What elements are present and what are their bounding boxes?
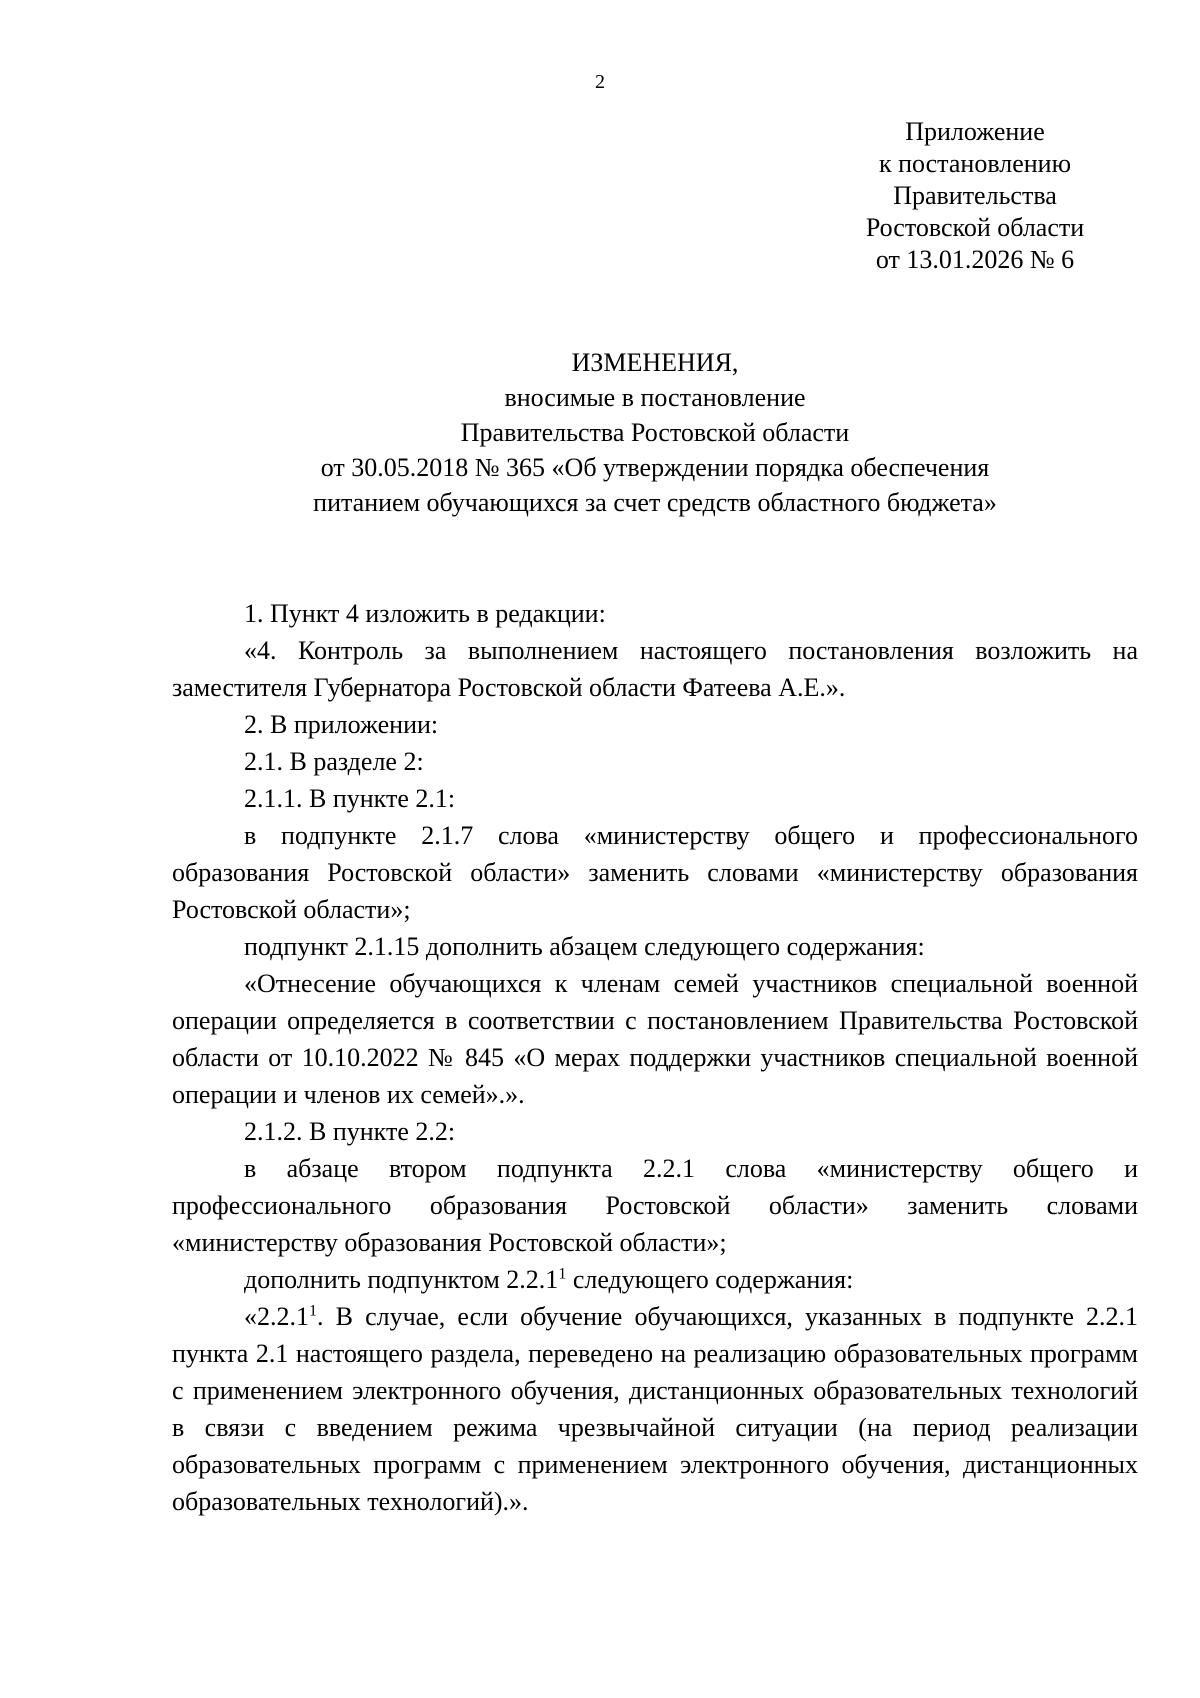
appendix-block (820, 116, 1130, 276)
superscript: 1 (558, 1265, 567, 1283)
appendix-line: от 13.01.2026 № 6 (875, 245, 1075, 274)
document-title: ИЗМЕНЕНИЯ, (571, 348, 739, 377)
paragraph: в подпункте 2.1.7 слова «министерству общего и профессионального образования Ростовской области» заменить словами «министерству образования Ростовской области»; (172, 821, 1138, 924)
text-run: . В случае, если обучение обучающихся, указанных в подпункте 2.2.1 пункта 2.1 настоящего раздела, переведено на реализацию образовательных программ с применением электронного обучения, дистанционных образовательных технологий в связи с введением режима чрезвычайной ситуации (на период реализации образовательных программ с применением электронного обучения, дистанционных образовательных технологий).». (172, 1302, 1138, 1516)
appendix-line: Ростовской области (865, 213, 1085, 242)
heading-line: от 30.05.2018 № 365 «Об утверждении порядка обеспечения (320, 453, 990, 482)
heading-line: вносимые в постановление (504, 383, 806, 412)
paragraph: 2. В приложении: (244, 710, 439, 739)
appendix-line: Правительства (893, 181, 1057, 210)
text-run: дополнить подпунктом 2.2.1 (244, 1265, 559, 1294)
appendix-line: к постановлению (878, 149, 1072, 178)
paragraph (172, 1298, 1138, 1520)
text-run: «2.2.1 (244, 1302, 309, 1331)
heading-line: Правительства Ростовской области (460, 418, 850, 447)
paragraph (172, 1261, 1138, 1298)
paragraph: 2.1.2. В пункте 2.2: (244, 1117, 456, 1146)
text-run: следующего содержания: (566, 1265, 854, 1294)
page-number: 2 (595, 71, 605, 93)
document-heading (172, 345, 1138, 520)
superscript: 1 (309, 1302, 317, 1320)
paragraph: 2.1.1. В пункте 2.1: (244, 784, 456, 813)
appendix-line: Приложение (905, 117, 1045, 146)
paragraph: подпункт 2.1.15 дополнить абзацем следующего содержания: (244, 932, 925, 961)
heading-line: питанием обучающихся за счет средств областного бюджета» (313, 488, 997, 517)
paragraph: «4. Контроль за выполнением настоящего постановления возложить на заместителя Губернатора Ростовской области Фатеева А.Е.». (172, 636, 1138, 702)
paragraph: в абзаце втором подпункта 2.2.1 слова «министерству общего и профессионального образования Ростовской области» заменить словами «министерству образования Ростовской области»; (172, 1154, 1138, 1257)
paragraph: «Отнесение обучающихся к членам семей участников специальной военной операции определяется в соответствии с постановлением Правительства Ростовской области от 10.10.2022 № 845 «О мерах поддержки участников специальной военной операции и членов их семей».». (172, 969, 1138, 1109)
paragraph: 1. Пункт 4 изложить в редакции: (244, 599, 606, 628)
paragraph: 2.1. В разделе 2: (244, 747, 424, 776)
document-body (172, 595, 1138, 1520)
